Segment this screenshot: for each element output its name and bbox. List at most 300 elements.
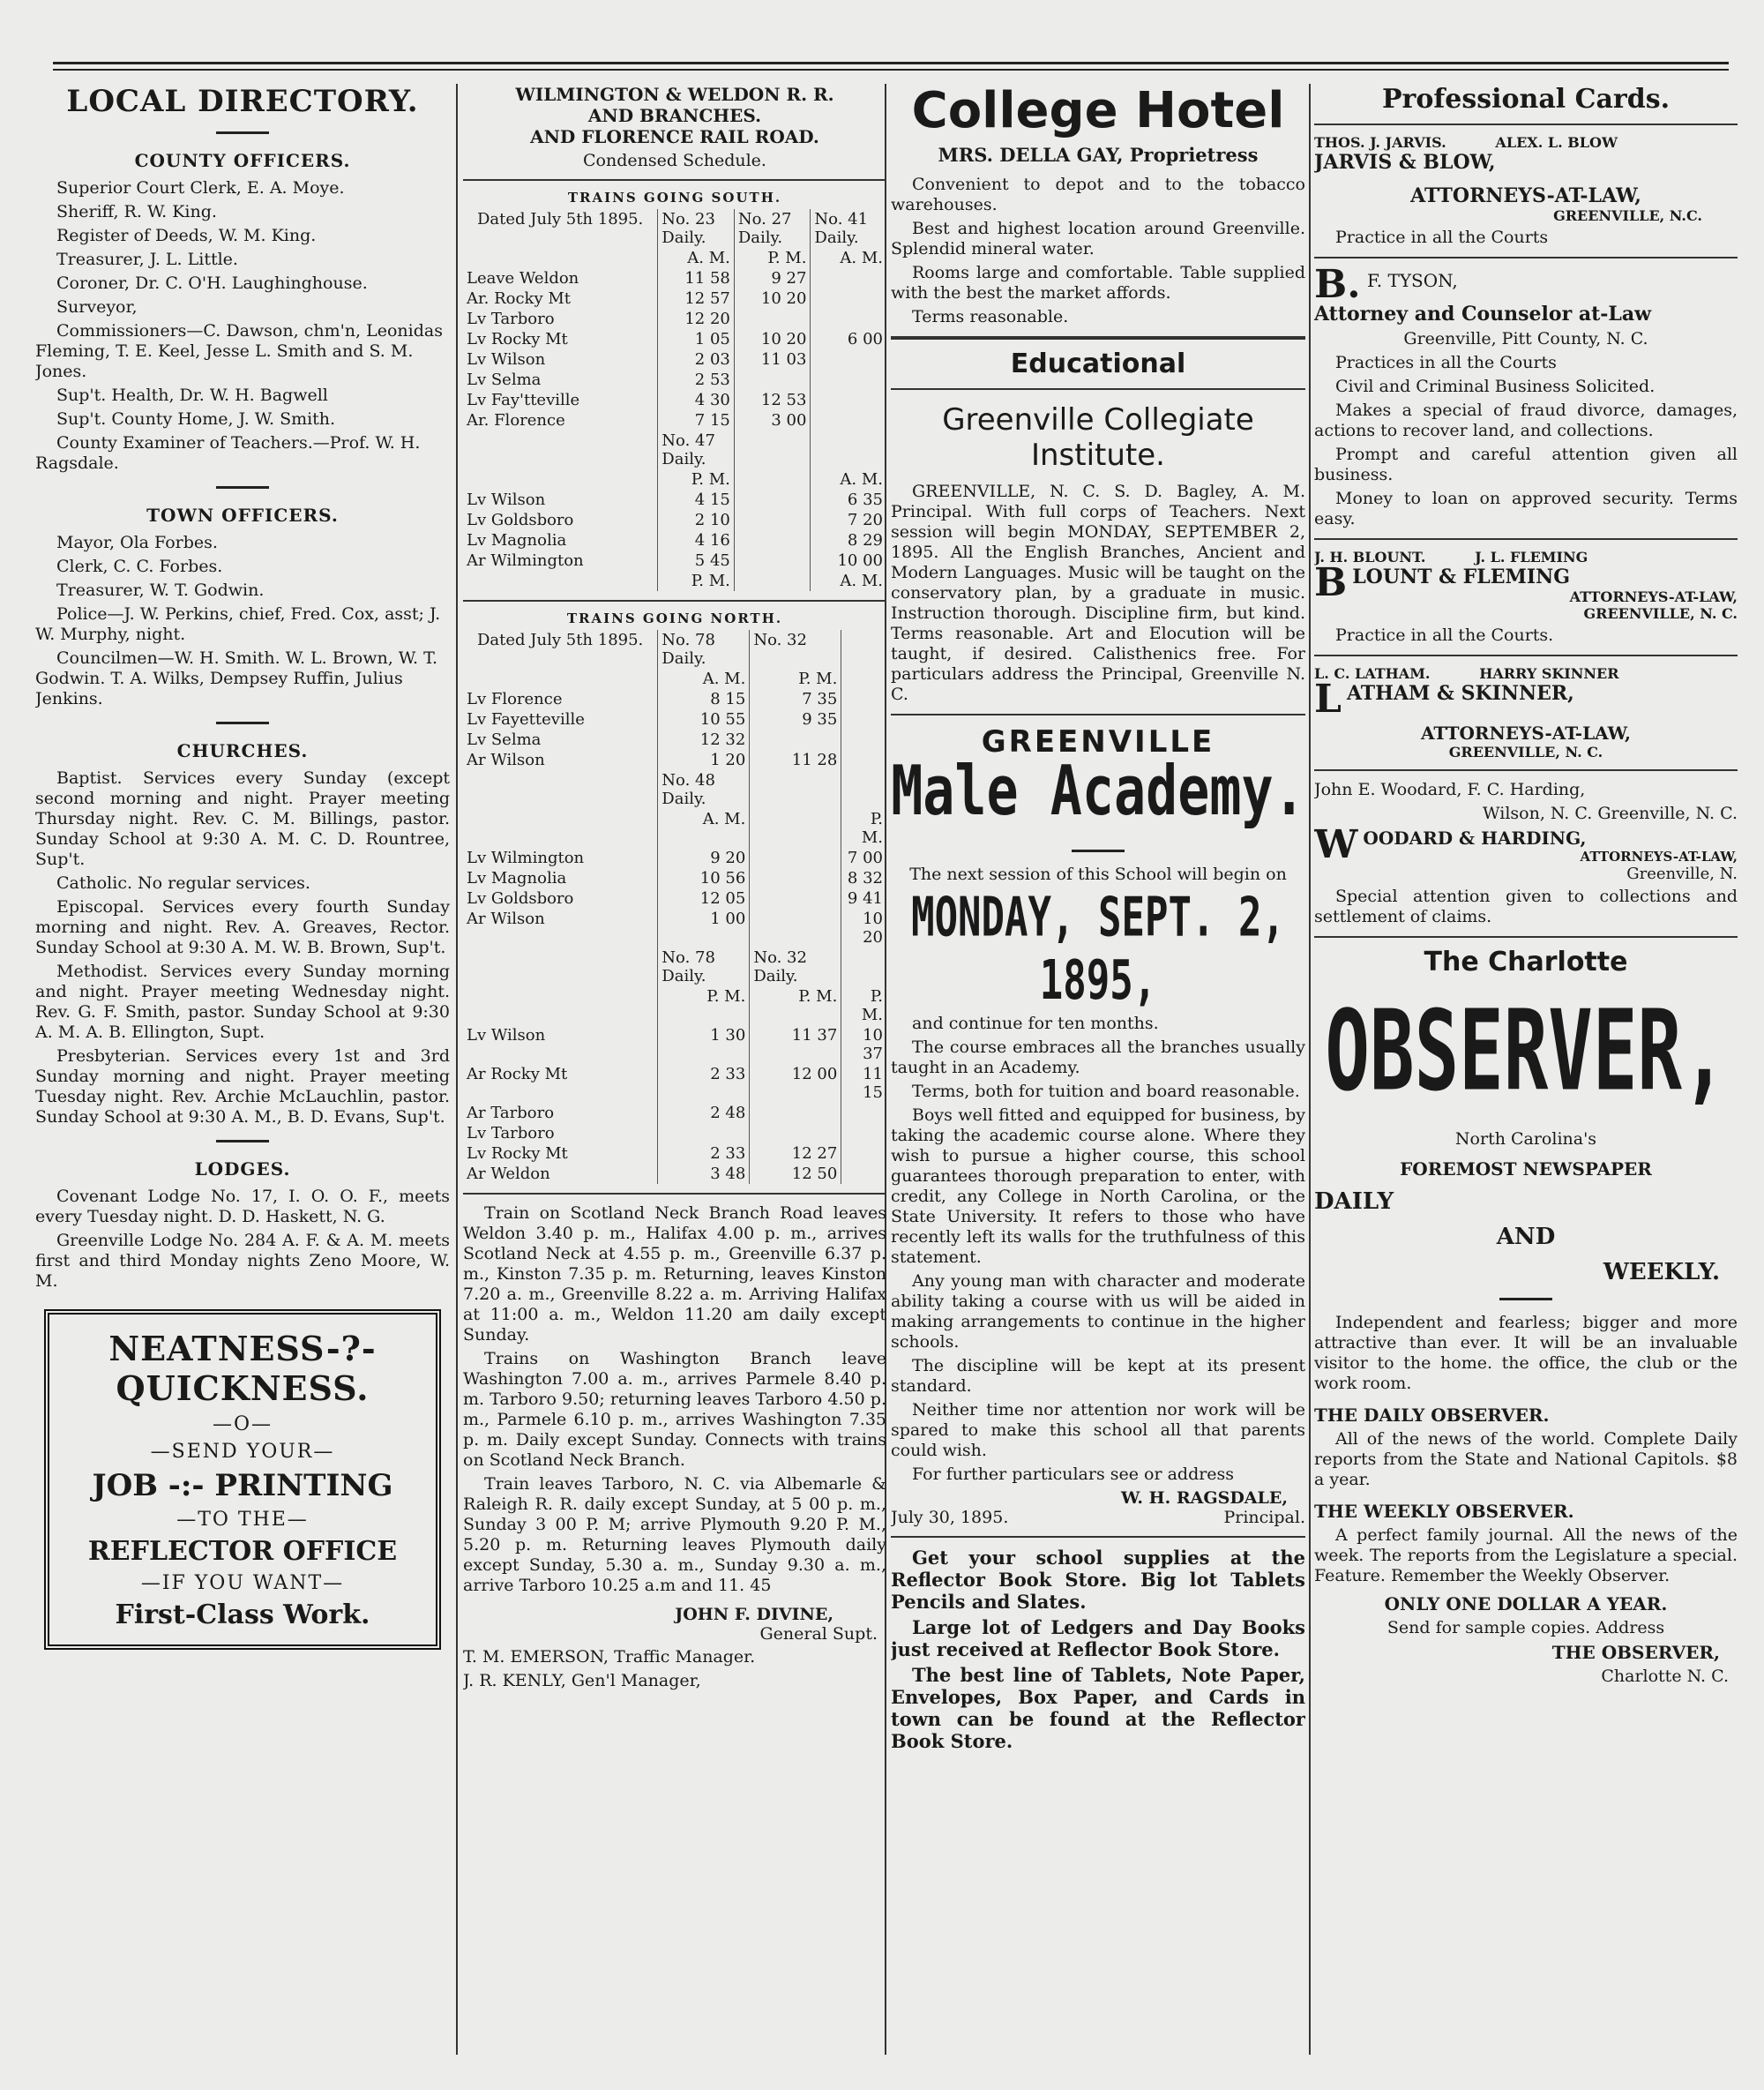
card-line: Money to loan on approved security. Terms easy. <box>1314 489 1738 528</box>
time-cell <box>734 490 811 510</box>
ad-line: —TO THE— <box>176 1509 309 1531</box>
station-cell: Ar Weldon <box>467 1165 550 1183</box>
rule <box>463 179 886 181</box>
time-cell <box>734 530 811 551</box>
trains-north-heading: TRAINS GOING NORTH. <box>566 611 783 626</box>
observer-price: ONLY ONE DOLLAR A YEAR. <box>1384 1593 1668 1614</box>
time-cell: P. M. <box>734 248 811 268</box>
top-rule-2 <box>53 69 1729 71</box>
time-cell: 1 20 <box>658 750 750 770</box>
directory-entry: County Examiner of Teachers.—Prof. W. H. Ragsdale. <box>35 433 421 473</box>
time-cell: 10 55 <box>658 709 750 730</box>
tyson-card-lines <box>1314 353 1738 529</box>
card-firm: LOUNT & FLEMING <box>1352 566 1571 588</box>
time-cell <box>841 1123 886 1143</box>
card-initial: B. <box>1314 267 1361 303</box>
time-cell: 2 53 <box>658 370 735 390</box>
card-line: Makes a special of fraud divorce, damages, actions to recover land, and collections. <box>1314 401 1738 440</box>
time-cell: 11 58 <box>658 268 735 288</box>
rr-note: Train on Scotland Neck Branch Road leaves Weldon 3.40 p. m., Halifax 4.00 p. m., arrives Scotland Neck at 4.55 p. m., Greenville 6.37 p. m., Kinston 7.35 p. m. Returning, leaves Kinston 7.20 a. m., Greenville 8.22 a. m. Arriving Halifax at 11:00 a. m., Weldon 11.20 am daily except Sunday. <box>463 1203 886 1345</box>
church-entry: Baptist. Services every Sunday (except second morning and night. Prayer meeting Thursday night. Rev. C. M. Billings, pastor. Sunday School at 9:30 A. M. C. D. Rountree, Sup't. <box>35 768 450 869</box>
timetable-row <box>463 1025 886 1064</box>
timetable-row <box>463 490 886 510</box>
directory-entry: Sheriff, R. W. King. <box>56 202 217 221</box>
time-cell <box>811 309 886 329</box>
column-divider <box>1309 84 1311 2055</box>
station-cell: Ar. Rocky Mt <box>467 289 572 308</box>
timetable-row <box>463 571 886 591</box>
church-entry: Catholic. No regular services. <box>56 873 310 893</box>
academy-dated: July 30, 1895. <box>891 1508 1009 1527</box>
time-cell: P. M. <box>750 986 841 1025</box>
station-cell <box>463 571 658 591</box>
time-cell: 2 03 <box>658 349 735 370</box>
col-head: No. 48 Daily. <box>658 770 750 809</box>
time-cell: 9 35 <box>750 709 841 730</box>
observer-send: Send for sample copies. Address <box>1387 1618 1665 1637</box>
divider-dash <box>1072 850 1125 852</box>
card-name: F. TYSON, <box>1367 270 1458 291</box>
rule <box>463 600 886 602</box>
rule <box>891 1536 1305 1538</box>
time-cell <box>841 1164 886 1184</box>
time-cell: P. M. <box>750 669 841 689</box>
academy-intro: The next session of this School will begin on <box>909 865 1287 884</box>
hotel-line: Terms reasonable. <box>912 307 1069 326</box>
educational-heading: Educational <box>1010 348 1186 379</box>
card-place: Greenville, N. <box>1626 865 1738 883</box>
observer-address-1: THE OBSERVER, <box>1551 1642 1720 1663</box>
timetable-row <box>463 669 886 689</box>
directory-entry: Councilmen—W. H. Smith. W. L. Brown, W. T. Godwin. T. A. Wilks, Dempsey Ruffin, Julius Jenkins. <box>35 648 437 708</box>
store-ad: Large lot of Ledgers and Day Books just received at Reflector Book Store. <box>891 1616 1305 1660</box>
top-rule <box>53 62 1729 64</box>
time-cell: P. M. <box>658 469 735 490</box>
directory-entry: Police—J. W. Perkins, chief, Fred. Cox, asst; J. W. Murphy, night. <box>35 604 441 644</box>
card-title: ATTORNEYS-AT-LAW, <box>1569 588 1738 605</box>
time-cell: 11 03 <box>734 349 811 370</box>
card-title: ATTORNEYS-AT-LAW, <box>1421 723 1631 744</box>
timetable-row <box>463 329 886 349</box>
directory-entry: Register of Deeds, W. M. King. <box>56 226 317 245</box>
academy-title: Male Academy. <box>891 751 1305 832</box>
col-head: No. 41 Daily. <box>811 209 886 248</box>
observer-sub-2: FOREMOST NEWSPAPER <box>1400 1158 1652 1180</box>
academy-paragraph: Any young man with character and moderate ability taking a course with us will be aided in making arrangements to continue in the higher schools. <box>891 1271 1305 1352</box>
card-line: Civil and Criminal Business Solicited. <box>1335 377 1656 396</box>
time-cell <box>734 551 811 571</box>
time-cell: 2 33 <box>658 1064 750 1103</box>
town-officers-heading: TOWN OFFICERS. <box>146 505 339 526</box>
lodge-entry: Greenville Lodge No. 284 A. F. & A. M. meets first and third Monday nights Zeno Moore, W. M. <box>35 1231 450 1291</box>
station-cell: Leave Weldon <box>467 269 579 288</box>
directory-entry: Treasurer, J. L. Little. <box>56 250 238 269</box>
station-cell <box>463 809 658 848</box>
hotel-line: Best and highest location around Greenville. Splendid mineral water. <box>891 219 1305 258</box>
ad-line: —IF YOU WANT— <box>140 1572 345 1594</box>
sig-divine: JOHN F. DIVINE, <box>675 1605 833 1624</box>
directory-entry: Mayor, Ola Forbes. <box>56 533 218 552</box>
station-cell: Lv Rocky Mt <box>467 330 568 348</box>
rule <box>1314 655 1738 656</box>
card-initial: W <box>1314 828 1358 867</box>
town-officers-list <box>35 533 450 709</box>
timetable-row <box>463 349 886 370</box>
church-entry: Presbyterian. Services every 1st and 3rd Sunday morning and night. Prayer meeting Tuesday night. Rev. Archie McLauchlin, pastor. Sunday School at 9:30 A. M., B. D. Evans, Sup't. <box>35 1046 450 1127</box>
directory-entry: Sup't. County Home, J. W. Smith. <box>56 409 336 429</box>
col-head <box>841 630 886 669</box>
time-cell <box>750 1103 841 1123</box>
time-cell <box>734 370 811 390</box>
time-cell <box>811 268 886 288</box>
professional-cards-column <box>1314 84 1738 2064</box>
card-place: GREENVILLE, N.C. <box>1553 207 1702 224</box>
time-cell <box>841 669 886 689</box>
time-cell <box>841 1103 886 1123</box>
weekly-observer-heading: THE WEEKLY OBSERVER. <box>1314 1501 1574 1522</box>
hotel-proprietress: MRS. DELLA GAY, Proprietress <box>938 144 1259 166</box>
dated-cell: Dated July 5th 1895. <box>477 210 644 228</box>
academy-paragraph: For further particulars see or address <box>912 1464 1235 1484</box>
ad-line: —SEND YOUR— <box>150 1441 335 1463</box>
rule <box>1314 257 1738 258</box>
time-cell: P. M. <box>658 986 750 1025</box>
sig-divine-title: General Supt. <box>759 1624 878 1644</box>
timetable-row <box>463 551 886 571</box>
observer-top: The Charlotte <box>1424 947 1628 978</box>
time-cell <box>750 730 841 750</box>
card-names: John E. Woodard, F. C. Harding, <box>1314 780 1586 799</box>
directory-entry: Treasurer, W. T. Godwin. <box>56 581 265 600</box>
col-head: No. 27 Daily. <box>734 209 811 248</box>
time-cell: 9 20 <box>658 848 750 868</box>
card-names: L. C. LATHAM. HARRY SKINNER <box>1314 665 1619 682</box>
time-cell: 11 28 <box>750 750 841 770</box>
time-cell <box>811 370 886 390</box>
ad-ornament: —O— <box>212 1413 273 1435</box>
station-cell: Lv Rocky Mt <box>467 1144 568 1163</box>
time-cell: 12 50 <box>750 1164 841 1184</box>
academy-paragraph: Neither time nor attention nor work will be spared to make this school all that parents could wish. <box>891 1400 1305 1460</box>
church-entry: Methodist. Services every Sunday morning and night. Prayer meeting Wednesday night. Rev. G. F. Smith, pastor. Sunday School at 9:30 A. M. A. B. Ellington, Supt. <box>35 962 450 1042</box>
lodges-heading: LODGES. <box>194 1158 291 1180</box>
station-cell: Lv Selma <box>467 371 542 389</box>
timetable-row <box>463 1143 886 1164</box>
time-cell <box>750 809 841 848</box>
card-firm: ATHAM & SKINNER, <box>1346 682 1574 705</box>
time-cell: 2 33 <box>658 1143 750 1164</box>
card-names: J. H. BLOUNT. J. L. FLEMING <box>1314 549 1588 566</box>
directory-entry: Superior Court Clerk, E. A. Moye. <box>56 178 345 198</box>
timetable-row <box>463 848 886 868</box>
time-cell: 5 45 <box>658 551 735 571</box>
rule <box>891 714 1305 715</box>
lodges-list <box>35 1187 450 1292</box>
station-cell: Lv Wilson <box>467 491 546 509</box>
daily-observer-desc: All of the news of the world. Complete Daily reports from the State and National Capitols. $8 a year. <box>1314 1429 1738 1489</box>
time-cell <box>811 390 886 410</box>
academy-paragraph: and continue for ten months. <box>912 1014 1159 1033</box>
observer-description: Independent and fearless; bigger and more attractive than ever. It will be an invaluable visitor to the home. the office, the club or the work room. <box>1314 1313 1738 1393</box>
academy-date: MONDAY, SEPT. 2, 1895, <box>911 886 1285 1013</box>
station-cell: Lv Selma <box>467 730 542 749</box>
card-line: Practices in all the Courts <box>1335 353 1557 372</box>
divider-dash <box>1499 1298 1552 1300</box>
card-initial: B <box>1314 566 1348 605</box>
station-cell: Lv Fayetteville <box>467 710 585 729</box>
station-cell <box>463 469 658 490</box>
hotel-line: Convenient to depot and to the tobacco warehouses. <box>891 175 1305 214</box>
directory-entry: Sup't. Health, Dr. W. H. Bagwell <box>56 386 328 405</box>
timetable-row <box>463 909 886 948</box>
rule <box>1314 538 1738 540</box>
time-cell <box>841 1143 886 1164</box>
time-cell: P. M. <box>658 571 735 591</box>
station-cell: Lv Goldsboro <box>467 889 574 908</box>
station-cell: Ar Wilmington <box>467 551 584 570</box>
rule <box>1314 936 1738 938</box>
timetable-row <box>463 1064 886 1103</box>
card-note: Practice in all the Courts. <box>1335 626 1554 645</box>
station-cell <box>463 248 658 268</box>
time-cell: 2 10 <box>658 510 735 530</box>
timetable-row <box>463 689 886 709</box>
time-cell <box>841 689 886 709</box>
academy-paragraph: The course embraces all the branches usually taught in an Academy. <box>891 1038 1305 1077</box>
col-head: No. 32 <box>750 630 841 669</box>
observer-sub-1: North Carolina's <box>1454 1129 1597 1149</box>
station-cell <box>463 669 658 689</box>
timetable-row <box>463 709 886 730</box>
card-names: Wilson, N. C. Greenville, N. C. <box>1483 804 1738 823</box>
card-initial: L <box>1314 682 1342 717</box>
observer-address-2: Charlotte N. C. <box>1601 1667 1729 1686</box>
time-cell: 10 20 <box>841 909 886 948</box>
rr-note: Trains on Washington Branch leave Washington 7.00 a. m., arrives Parmele 8.40 p. m. Tarboro 9.50; returning leaves Tarboro 4.50 p. m., Parmele 6.10 p. m., arrives Washington 7.35 p. m. Daily except Sunday. Connects with trains on Scotland Neck Branch. <box>463 1349 886 1470</box>
timetable-row <box>463 750 886 770</box>
time-cell: 12 05 <box>658 888 750 909</box>
timetable-row <box>463 868 886 888</box>
card-title: ATTORNEYS-AT-LAW, <box>1410 184 1641 207</box>
directory-entry: Coroner, Dr. C. O'H. Laughinghouse. <box>56 273 368 293</box>
church-entry: Episcopal. Services every fourth Sunday morning and night. Rev. A. Greaves, Rector. Sunday School at 9:30 A. M. W. B. Brown, Sup't. <box>35 897 450 957</box>
time-cell <box>750 888 841 909</box>
col-head: No. 78 Daily. <box>658 630 750 669</box>
card-line: Prompt and careful attention given all business. <box>1314 445 1738 484</box>
time-cell <box>811 288 886 309</box>
time-cell <box>750 848 841 868</box>
card-place: GREENVILLE, N. C. <box>1448 744 1603 760</box>
academy-signature: W. H. RAGSDALE, <box>1121 1488 1288 1508</box>
col-head: No. 23 Daily. <box>658 209 735 248</box>
observer-daily: DAILY <box>1314 1188 1394 1215</box>
academy-principal: Principal. <box>1223 1508 1305 1527</box>
county-officers-heading: COUNTY OFFICERS. <box>134 150 351 171</box>
observer-and: AND <box>1496 1224 1556 1250</box>
ad-headline: NEATNESS-?-QUICKNESS. <box>108 1329 377 1408</box>
observer-weekly: WEEKLY. <box>1603 1259 1720 1285</box>
ad-job-printing: JOB -:- PRINTING <box>92 1468 393 1503</box>
time-cell: 12 57 <box>658 288 735 309</box>
station-cell: Lv Magnolia <box>467 531 567 550</box>
directory-entry: Clerk, C. C. Forbes. <box>56 557 223 576</box>
time-cell: 1 30 <box>658 1025 750 1064</box>
column-divider <box>456 84 458 2055</box>
card-firm: JARVIS & BLOW, <box>1314 151 1496 174</box>
station-cell: Ar Wilson <box>467 751 545 769</box>
rr-title-2: AND BRANCHES. <box>587 105 762 126</box>
directory-entry: Commissioners—C. Dawson, chm'n, Leonidas Fleming, T. E. Keel, Jesse L. Smith and S. M. Jones. <box>35 321 443 381</box>
institute-body: GREENVILLE, N. C. S. D. Bagley, A. M. Principal. With full corps of Teachers. Next session will begin MONDAY, SEPTEMBER 2, 1895. All the English Branches, Ancient and Modern Languages. Music will be taught on the conservatory plan, by a graduate in music. Instruction thorough. Discipline firm, but kind. Terms reasonable. Art and Elocution will be taught, if desired. Calisthenics free. For particulars address the Principal, Greenville N. C. <box>891 482 1305 704</box>
time-cell: 10 00 <box>811 551 886 571</box>
timetable-row <box>463 1103 886 1123</box>
time-cell <box>841 709 886 730</box>
rule <box>891 336 1305 340</box>
trains-north-table <box>463 630 886 1184</box>
academy-paragraph: Terms, both for tuition and board reasonable. <box>912 1082 1300 1101</box>
time-cell: 3 48 <box>658 1164 750 1184</box>
rule <box>891 388 1305 390</box>
churches-heading: CHURCHES. <box>176 740 309 761</box>
divider-dash <box>216 131 269 134</box>
station-cell: Lv Wilmington <box>467 849 585 867</box>
time-cell: 11 15 <box>841 1064 886 1103</box>
rule <box>463 1193 886 1195</box>
academy-top: GREENVILLE <box>981 724 1215 760</box>
timetable-row <box>463 248 886 268</box>
station-cell: Lv Goldsboro <box>467 511 574 529</box>
county-officers-list <box>35 178 450 474</box>
timetable-row <box>463 888 886 909</box>
timetable-row <box>463 469 886 490</box>
time-cell: 9 27 <box>734 268 811 288</box>
col-head: No. 32 Daily. <box>750 948 841 986</box>
station-cell: Ar Rocky Mt <box>467 1065 568 1083</box>
local-directory-title: LOCAL DIRECTORY. <box>66 84 419 119</box>
hotel-school-column <box>891 84 1305 2064</box>
col-head: No. 78 Daily. <box>658 948 750 986</box>
time-cell: A. M. <box>811 571 886 591</box>
rr-title-1: WILMINGTON & WELDON R. R. <box>515 84 834 105</box>
time-cell: 2 48 <box>658 1103 750 1123</box>
station-cell: Ar Wilson <box>467 910 545 928</box>
churches-list <box>35 768 450 1127</box>
trains-south-table <box>463 209 886 591</box>
time-cell: 4 15 <box>658 490 735 510</box>
academy-paragraphs <box>891 1014 1305 1485</box>
time-cell <box>734 469 811 490</box>
time-cell: 10 20 <box>734 288 811 309</box>
card-place: Greenville, Pitt County, N. C. <box>1403 329 1648 348</box>
timetable-row <box>463 370 886 390</box>
station-cell: Lv Wilson <box>467 1026 546 1045</box>
timetable-row <box>463 730 886 750</box>
card-title: Attorney and Counselor at-Law <box>1314 303 1652 326</box>
ad-first-class: First-Class Work. <box>115 1599 370 1630</box>
time-cell: 4 30 <box>658 390 735 410</box>
time-cell: 4 16 <box>658 530 735 551</box>
time-cell: A. M. <box>658 669 750 689</box>
time-cell <box>658 1123 750 1143</box>
time-cell <box>750 868 841 888</box>
card-note: Practice in all the Courts <box>1335 228 1549 247</box>
time-cell <box>734 510 811 530</box>
card-title: ATTORNEYS-AT-LAW, <box>1580 849 1738 865</box>
divider-dash <box>216 486 269 489</box>
time-cell: 10 37 <box>841 1025 886 1064</box>
timetable-row <box>463 1123 886 1143</box>
card-firm: OODARD & HARDING, <box>1363 828 1587 849</box>
time-cell: 6 00 <box>811 329 886 349</box>
station-cell: Ar. Florence <box>467 411 565 430</box>
station-cell: Lv Fay'tteville <box>467 391 580 409</box>
store-ad: Get your school supplies at the Reflector Book Store. Big lot Tablets Pencils and Slates. <box>891 1547 1305 1613</box>
time-cell: P. M. <box>841 986 886 1025</box>
card-note: Special attention given to collections and settlement of claims. <box>1314 887 1738 926</box>
reflector-printing-ad <box>44 1309 441 1650</box>
station-cell: Lv Magnolia <box>467 869 567 888</box>
col-head: No. 47 Daily. <box>658 431 735 469</box>
time-cell: P. M. <box>841 809 886 848</box>
lodge-entry: Covenant Lodge No. 17, I. O. O. F., meets every Tuesday night. D. D. Haskett, N. G. <box>35 1187 450 1226</box>
sig-emerson: T. M. EMERSON, Traffic Manager. <box>463 1647 756 1667</box>
time-cell: 12 27 <box>750 1143 841 1164</box>
card-place: GREENVILLE, N. C. <box>1583 605 1738 622</box>
time-cell: 8 29 <box>811 530 886 551</box>
institute-title-1: Greenville Collegiate <box>942 402 1254 438</box>
directory-entry: Surveyor, <box>56 297 138 317</box>
daily-observer-heading: THE DAILY OBSERVER. <box>1314 1405 1550 1426</box>
time-cell: 12 53 <box>734 390 811 410</box>
timetable-row <box>463 530 886 551</box>
time-cell: 7 00 <box>841 848 886 868</box>
time-cell: 6 35 <box>811 490 886 510</box>
time-cell: A. M. <box>658 809 750 848</box>
station-cell <box>463 986 658 1025</box>
professional-cards-title: Professional Cards. <box>1381 84 1671 115</box>
timetable-row <box>463 390 886 410</box>
rr-notes <box>463 1203 886 1596</box>
time-cell: 10 56 <box>658 868 750 888</box>
divider-dash <box>216 722 269 724</box>
timetable-row <box>463 309 886 329</box>
dated-cell: Dated July 5th 1895. <box>477 631 644 649</box>
time-cell: 8 15 <box>658 689 750 709</box>
railroad-column <box>463 84 886 2064</box>
time-cell <box>811 349 886 370</box>
station-cell: Lv Florence <box>467 690 563 708</box>
station-cell: Ar Tarboro <box>467 1104 555 1122</box>
rr-note: Train leaves Tarboro, N. C. via Albemarle & Raleigh R. R. daily except Sunday, at 5 00 p. m., Sunday 3 00 P. M; arrive Plymouth 9.20 P. M., 5.20 p. m. Returning leaves Plymouth daily except Sunday, 5.30 a. m., Sunday 9.30 a. m., arrive Tarboro 10.25 a.m and 11. 45 <box>463 1474 886 1595</box>
time-cell: A. M. <box>811 248 886 268</box>
institute-title-2: Institute. <box>1030 438 1165 473</box>
sig-kenly: J. R. KENLY, Gen'l Manager, <box>463 1671 701 1690</box>
time-cell <box>841 730 886 750</box>
time-cell: 11 37 <box>750 1025 841 1064</box>
time-cell: 1 05 <box>658 329 735 349</box>
rr-subtitle: Condensed Schedule. <box>583 151 766 170</box>
timetable-row <box>463 986 886 1025</box>
time-cell <box>750 909 841 948</box>
store-ads <box>891 1547 1305 1752</box>
store-ad: The best line of Tablets, Note Paper, Envelopes, Box Paper, and Cards in town can be found at the Reflector Book Store. <box>891 1664 1305 1752</box>
timetable-row <box>463 809 886 848</box>
station-cell: Lv Tarboro <box>467 1124 555 1142</box>
timetable-row <box>463 288 886 309</box>
rr-title-3: AND FLORENCE RAIL ROAD. <box>530 126 819 147</box>
time-cell: 12 20 <box>658 309 735 329</box>
hotel-description <box>891 175 1305 327</box>
